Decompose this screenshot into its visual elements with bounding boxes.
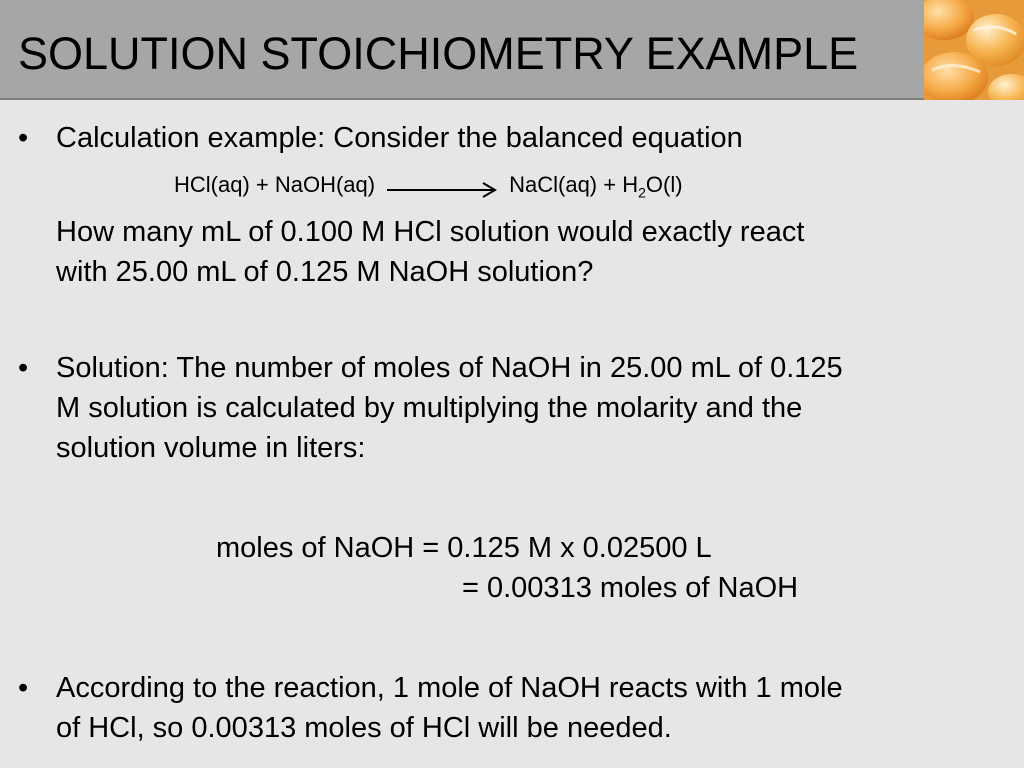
equation-subscript: 2 xyxy=(638,184,646,201)
bullet-marker: • xyxy=(18,352,29,384)
calculation-line-2: = 0.00313 moles of NaOH xyxy=(462,572,799,604)
bullet3-text: According to the reaction, 1 mole of NaOH reacts with 1 mole of HCl, so 0.00313 moles of HCl will be needed. xyxy=(56,672,843,744)
equation-products-prefix: NaCl(aq) + H xyxy=(509,172,639,197)
title-bar xyxy=(0,0,1024,100)
bullet2-text: Solution: The number of moles of NaOH in 25.00 mL of 0.125 M solution is calculated by multiplying the molarity and the solution volume in liters: xyxy=(56,352,843,464)
calculation-line-1: moles of NaOH = 0.125 M x 0.02500 L xyxy=(216,532,712,564)
balanced-equation xyxy=(174,168,683,209)
orange-pills-image xyxy=(924,0,1024,100)
bullet1-lead: Calculation example: Consider the balanced equation xyxy=(56,122,743,154)
slide-title: SOLUTION STOICHIOMETRY EXAMPLE xyxy=(18,28,859,79)
bullet1-question: How many mL of 0.100 M HCl solution would exactly react with 25.00 mL of 0.125 M NaOH solution? xyxy=(56,216,805,288)
bullet-marker: • xyxy=(18,672,29,704)
equation-products-suffix: O(l) xyxy=(645,172,683,197)
right-arrow-icon xyxy=(387,176,499,196)
bullet-marker: • xyxy=(18,122,29,154)
equation-reactants: HCl(aq) + NaOH(aq) xyxy=(174,172,376,197)
